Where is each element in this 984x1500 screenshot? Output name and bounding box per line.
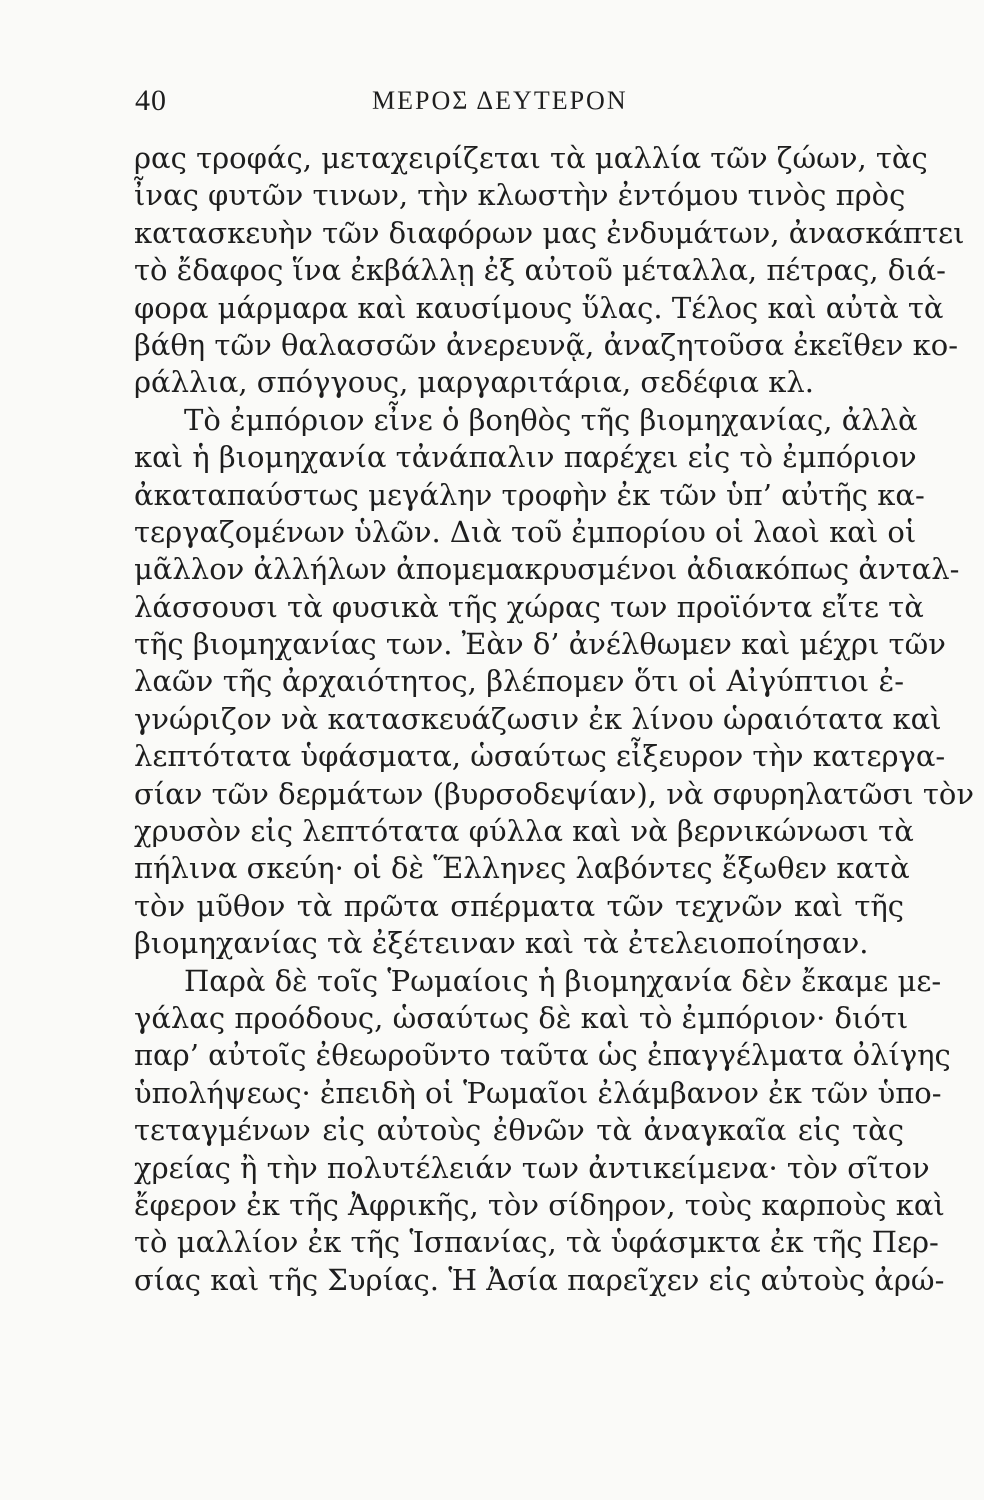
text-line: φορα μάρμαρα καὶ καυσίμους ὕλας. Τέλος καὶ αὐτὰ τὰ xyxy=(134,290,944,325)
text-line: τεταγμένων εἰς αὐτοὺς ἐθνῶν τὰ ἀναγκαῖα εἰς τὰς xyxy=(134,1113,904,1148)
text-line: σίαν τῶν δερμάτων (βυρσοδεψίαν), νὰ σφυρηλατῶσι τὸν xyxy=(134,776,974,811)
text-line: τὸ μαλλίον ἐκ τῆς Ἱσπανίας, τὰ ὑφάσμκτα ἐκ τῆς Περ- xyxy=(134,1225,939,1260)
text-line: Παρὰ δὲ τοῖς Ῥωμαίοις ἡ βιομηχανία δὲν ἔκαμε με- xyxy=(184,963,942,998)
body-text xyxy=(134,140,974,1299)
text-line: ἶνας φυτῶν τινων, τὴν κλωστὴν ἐντόμου τινὸς πρὸς xyxy=(134,178,906,213)
running-head: ΜΕΡΟΣ ΔΕΥΤΕΡΟΝ xyxy=(372,86,628,115)
text-line: Τὸ ἐμπόριον εἶνε ὁ βοηθὸς τῆς βιομηχανίας, ἀλλὰ xyxy=(184,402,918,437)
text-line: βιομηχανίας τὰ ἐξέτειναν καὶ τὰ ἐτελειοποίησαν. xyxy=(134,926,869,961)
text-line: χρείας ἢ τὴν πολυτέλειάν των ἀντικείμενα· τὸν σῖτον xyxy=(134,1150,930,1185)
text-line: ράλλια, σπόγγους, μαργαριτάρια, σεδέφια κλ. xyxy=(134,365,814,400)
text-line: πήλινα σκεύη· οἱ δὲ Ἕλληνες λαβόντες ἔξωθεν κατὰ xyxy=(134,851,910,886)
text-line: τεργαζομένων ὑλῶν. Διὰ τοῦ ἐμπορίου οἱ λαοὶ καὶ οἱ xyxy=(134,514,917,549)
text-line: ἔφερον ἐκ τῆς Ἀφρικῆς, τὸν σίδηρον, τοὺς καρποὺς καὶ xyxy=(134,1187,945,1222)
text-line: κατασκευὴν τῶν διαφόρων μας ἐνδυμάτων, ἀνασκάπτει xyxy=(134,215,965,250)
text-line: ρας τροφάς, μεταχειρίζεται τὰ μαλλία τῶν ζώων, τὰς xyxy=(134,141,928,175)
text-line: παρ’ αὐτοῖς ἐθεωροῦντο ταῦτα ὡς ἐπαγγέλματα ὀλίγης xyxy=(134,1038,951,1073)
text-line: λαῶν τῆς ἀρχαιότητος, βλέπομεν ὅτι οἱ Αἰγύπτιοι ἐ- xyxy=(134,664,904,699)
text-line: τῆς βιομηχανίας των. Ἐὰν δ’ ἀνέλθωμεν καὶ μέχρι τῶν xyxy=(134,627,946,662)
text-line: ὑπολήψεως· ἐπειδὴ οἱ Ῥωμαῖοι ἐλάμβανον ἐκ τῶν ὑπο- xyxy=(134,1075,942,1110)
text-line: γνώριζον νὰ κατασκευάζωσιν ἐκ λίνου ὡραιότατα καὶ xyxy=(134,701,942,736)
text-line: μᾶλλον ἀλλήλων ἀπομεμακρυσμένοι ἀδιακόπως ἀνταλ- xyxy=(134,552,960,587)
text-line: σίας καὶ τῆς Συρίας. Ἡ Ἀσία παρεῖχεν εἰς αὐτοὺς ἀρώ- xyxy=(134,1262,945,1297)
text-line: λεπτότατα ὑφάσματα, ὡσαύτως εἶξευρον τὴν κατεργα- xyxy=(134,739,946,774)
text-line: βάθη τῶν θαλασσῶν ἀνερευνᾷ, ἀναζητοῦσα ἐκεῖθεν κο- xyxy=(134,327,959,362)
text-line: τὸ ἔδαφος ἵνα ἐκβάλλῃ ἐξ αὐτοῦ μέταλλα, πέτρας, διά- xyxy=(134,253,946,288)
text-line: ἀκαταπαύστως μεγάλην τροφὴν ἐκ τῶν ὑπ’ αὐτῆς κα- xyxy=(134,477,925,512)
text-line: λάσσουσι τὰ φυσικὰ τῆς χώρας των προϊόντα εἴτε τὰ xyxy=(134,589,924,624)
page-number: 40 xyxy=(135,84,167,117)
text-line: τὸν μῦθον τὰ πρῶτα σπέρματα τῶν τεχνῶν καὶ τῆς xyxy=(134,888,904,923)
text-line: γάλας προόδους, ὡσαύτως δὲ καὶ τὸ ἐμπόριον· διότι xyxy=(134,1000,909,1035)
text-line: καὶ ἡ βιομηχανία τἀνάπαλιν παρέχει εἰς τὸ ἐμπόριον xyxy=(134,440,917,475)
text-line: χρυσὸν εἰς λεπτότατα φύλλα καὶ νὰ βερνικώνωσι τὰ xyxy=(134,814,914,849)
